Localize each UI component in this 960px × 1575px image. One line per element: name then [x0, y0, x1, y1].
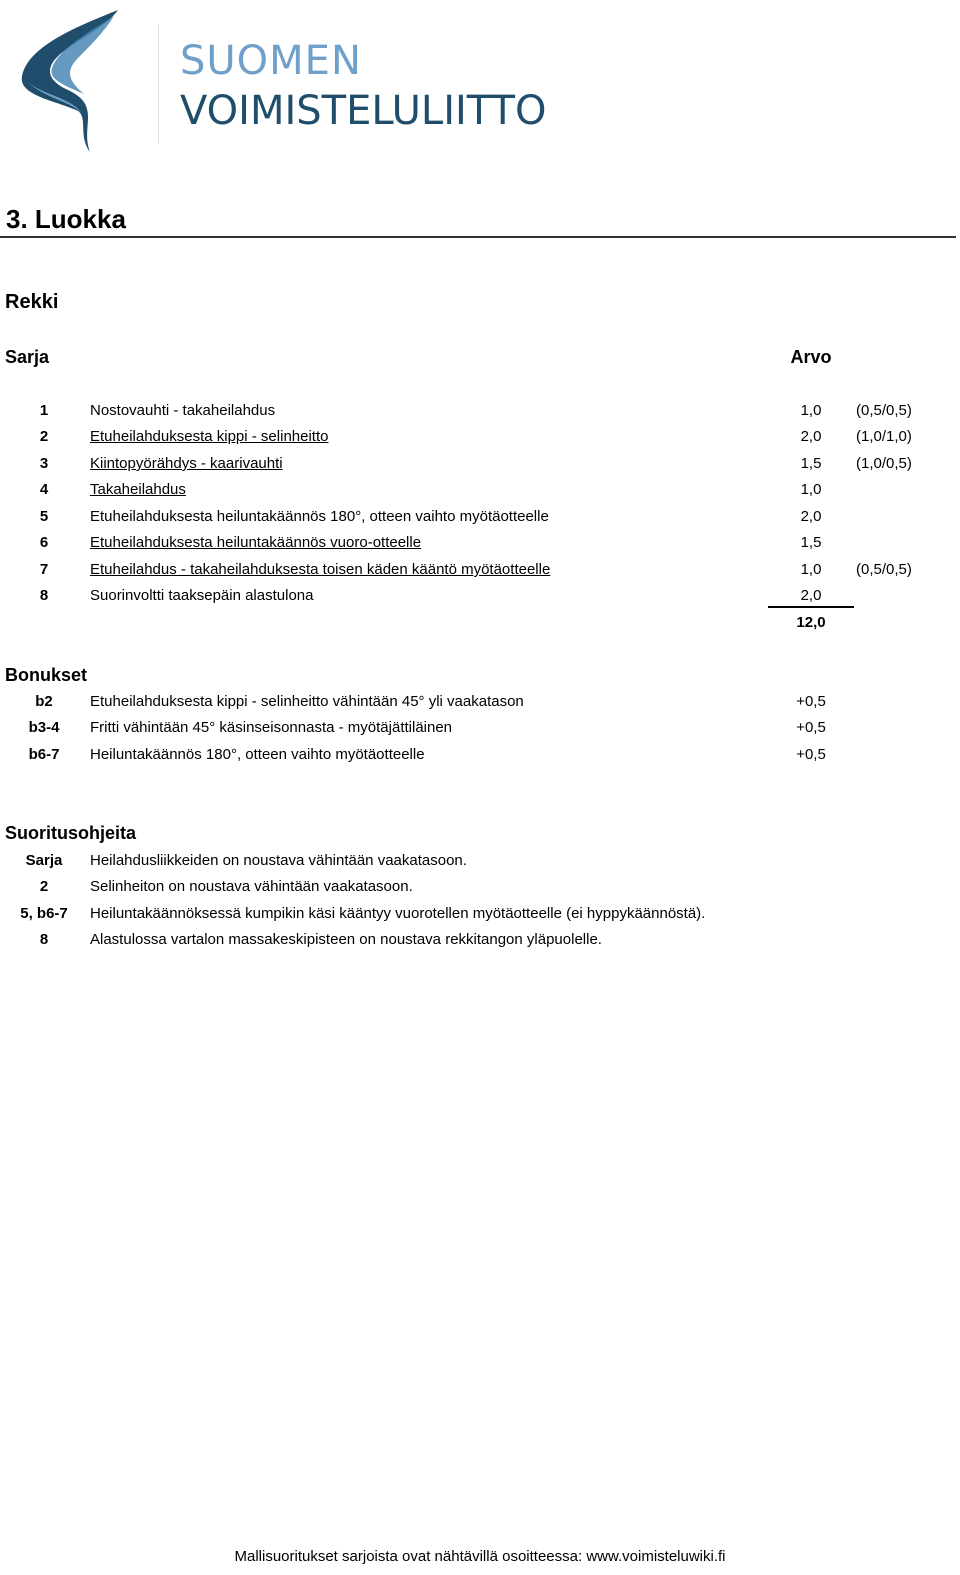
row-description-link[interactable]: Kiintopyörähdys - kaarivauhti [90, 455, 283, 472]
bonus-description: Heiluntakäännös 180°, otteen vaihto myötäotteelle [90, 746, 425, 763]
logo-divider [158, 24, 159, 144]
row-description-link[interactable]: Takaheilahdus [90, 481, 186, 498]
series-row [0, 455, 960, 479]
row-value: 2,0 [800, 587, 822, 604]
row-subvalues: (1,0/0,5) [856, 455, 912, 472]
row-value: 1,0 [800, 561, 822, 578]
series-row [0, 534, 960, 558]
series-row [0, 561, 960, 585]
instruction-text: Heiluntakäännöksessä kumpikin käsi kääntyy vuorotellen myötäotteelle (ei hyppykäännöstä). [90, 905, 706, 922]
page-title: 3. Luokka [6, 204, 126, 234]
instruction-ref: Sarja [25, 852, 63, 869]
bonus-value: +0,5 [796, 746, 826, 763]
series-row [0, 428, 960, 452]
bonus-row [0, 746, 960, 770]
row-subvalues: (0,5/0,5) [856, 402, 912, 419]
row-number: 3 [39, 455, 49, 472]
row-value: 2,0 [800, 428, 822, 445]
row-value: 1,0 [800, 402, 822, 419]
bonus-description: Fritti vähintään 45° käsinseisonnasta - myötäjättiläinen [90, 719, 453, 736]
row-number: 6 [39, 534, 49, 551]
instruction-text: Heilahdusliikkeiden on noustava vähintään vaakatasoon. [90, 852, 467, 869]
federation-logo [18, 6, 547, 156]
bonus-description: Etuheilahduksesta kippi - selinheitto vähintään 45° yli vaakatason [90, 693, 524, 710]
row-subvalues: (0,5/0,5) [856, 561, 912, 578]
logo-text-suomen: SUOMEN [180, 38, 362, 84]
series-row [0, 481, 960, 505]
series-header: Sarja [5, 347, 50, 367]
bonuses-header: Bonukset [5, 665, 88, 685]
bonus-value: +0,5 [796, 693, 826, 710]
row-value: 1,5 [800, 534, 822, 551]
footer-note: Mallisuoritukset sarjoista ovat nähtävillä osoitteessa: www.voimisteluwiki.fi [234, 1548, 726, 1565]
row-number: 7 [39, 561, 49, 578]
row-description: Etuheilahduksesta heiluntakäännös 180°, otteen vaihto myötäotteelle [90, 508, 549, 525]
bonus-value: +0,5 [796, 719, 826, 736]
row-number: 8 [39, 587, 49, 604]
row-number: 5 [39, 508, 49, 525]
row-number: 2 [39, 428, 49, 445]
title-rule [0, 236, 956, 238]
row-number: 1 [39, 402, 49, 419]
instruction-row [0, 852, 960, 876]
instruction-ref: 8 [39, 931, 49, 948]
bonus-code: b2 [35, 693, 53, 710]
instruction-row [0, 905, 960, 929]
instruction-text: Selinheiton on noustava vähintään vaakatasoon. [90, 878, 413, 895]
logo-text-voimisteluliitto: VOIMISTELULIITTO [180, 88, 547, 134]
row-number: 4 [39, 481, 49, 498]
sum-rule [768, 606, 854, 608]
bonus-code: b3-4 [28, 719, 60, 736]
bonus-row [0, 719, 960, 743]
bonus-code: b6-7 [28, 746, 60, 763]
series-row [0, 508, 960, 532]
instruction-ref: 5, b6-7 [20, 905, 68, 922]
row-description: Nostovauhti - takaheilahdus [90, 402, 276, 419]
row-value: 1,5 [800, 455, 822, 472]
row-description-link[interactable]: Etuheilahduksesta heiluntakäännös vuoro-otteelle [90, 534, 422, 551]
instructions-header: Suoritusohjeita [5, 823, 137, 843]
instruction-row [0, 878, 960, 902]
row-value: 2,0 [800, 508, 822, 525]
row-value: 1,0 [800, 481, 822, 498]
value-header: Arvo [790, 347, 832, 367]
instruction-row [0, 931, 960, 955]
apparatus-heading: Rekki [5, 291, 59, 313]
instruction-text: Alastulossa vartalon massakeskipisteen on noustava rekkitangon yläpuolelle. [90, 931, 602, 948]
row-description: Suorinvoltti taaksepäin alastulona [90, 587, 314, 604]
row-description-link[interactable]: Etuheilahduksesta kippi - selinheitto [90, 428, 329, 445]
instruction-ref: 2 [39, 878, 49, 895]
series-total: 12,0 [796, 614, 826, 631]
series-row [0, 402, 960, 426]
swoosh-logo-icon [18, 6, 148, 156]
row-description-link[interactable]: Etuheilahdus - takaheilahduksesta toisen käden kääntö myötäotteelle [90, 561, 551, 578]
row-subvalues: (1,0/1,0) [856, 428, 912, 445]
bonus-row [0, 693, 960, 717]
